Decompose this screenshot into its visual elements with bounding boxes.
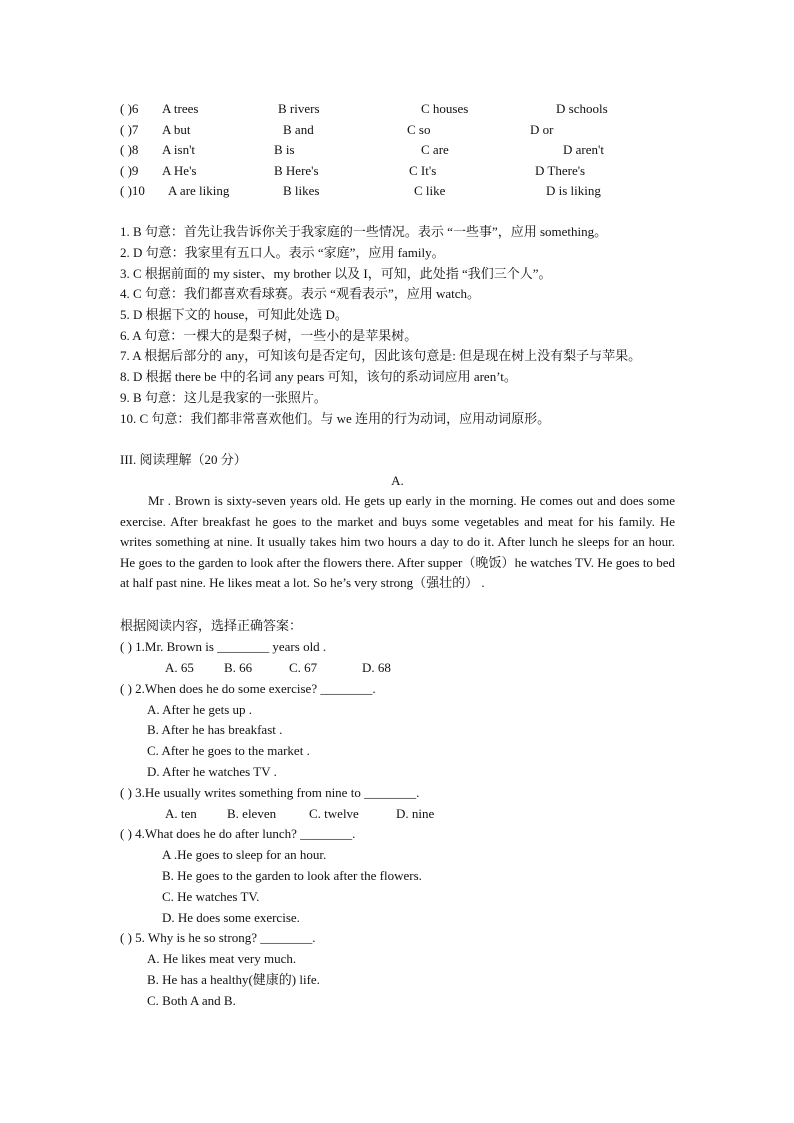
- option-a: A are liking: [168, 183, 230, 198]
- option-a: A isn't: [162, 142, 196, 157]
- answer-line: 1. B 句意：首先让我告诉你关于我家庭的一些情况。表示 “一些事”，应用 something。: [120, 224, 608, 239]
- question-number: ( )6: [120, 101, 139, 116]
- option-c: C so: [407, 122, 431, 137]
- option-a: A trees: [162, 101, 199, 116]
- option-b: B Here's: [274, 163, 319, 178]
- question-stem: ( ) 3.He usually writes something from nine to ________.: [120, 785, 420, 800]
- option-d: D. 68: [362, 660, 391, 675]
- option-d: D aren't: [563, 142, 604, 157]
- option-c: C houses: [421, 101, 469, 116]
- question-stem: ( ) 2.When does he do some exercise? ________.: [120, 681, 376, 696]
- answer-line: 4. C 句意：我们都喜欢看球赛。表示 “观看表示”，应用 watch。: [120, 286, 481, 301]
- question-number: ( )8: [120, 142, 139, 157]
- answer-line: 8. D 根据 there be 中的名词 any pears 可知，该句的系动词应用 aren’t。: [120, 369, 517, 384]
- answer-line: 3. C 根据前面的 my sister、my brother 以及 I，可知，此处指 “我们三个人”。: [120, 266, 552, 281]
- option-d: D is liking: [546, 183, 601, 198]
- answer-line: 5. D 根据下文的 house，可知此处选 D。: [120, 307, 348, 322]
- option-a: A. ten: [165, 806, 197, 821]
- option-c: C like: [414, 183, 446, 198]
- option-b: B and: [283, 122, 314, 137]
- option-d: D There's: [535, 163, 586, 178]
- question-number: ( )10: [120, 183, 145, 198]
- section-title: III. 阅读理解（20 分）: [120, 452, 247, 467]
- question-stem: ( ) 4.What does he do after lunch? ________.: [120, 826, 356, 841]
- option-c: C It's: [409, 163, 437, 178]
- question-number: ( )9: [120, 163, 139, 178]
- passage-label: A.: [391, 473, 404, 488]
- instruction: 根据阅读内容，选择正确答案：: [120, 618, 303, 633]
- option-a: A He's: [162, 163, 197, 178]
- reading-passage: Mr . Brown is sixty-seven years old. He gets up early in the morning. He comes out and does some exercise. After breakfast he goes to the market and buys some vegetables and meat for his family. He writes something at nine. It usually takes him two hours a day to do it. After lunch he sleeps for an hour. He goes to the garden to look after the flowers there. After supper（晚饭）he watches TV. He goes to bed at half past nine. He likes meat a lot. So he’s very strong（强壮的） .: [120, 493, 675, 591]
- option-d: D. He does some exercise.: [162, 910, 300, 925]
- option-d: D or: [530, 122, 554, 137]
- answer-line: 2. D 句意：我家里有五口人。表示 “家庭”，应用 family。: [120, 245, 445, 260]
- question-stem: ( ) 5. Why is he so strong? ________.: [120, 930, 316, 945]
- option-b: B. 66: [224, 660, 253, 675]
- question-number: ( )7: [120, 122, 139, 137]
- option-b: B rivers: [278, 101, 320, 116]
- option-d: D. nine: [396, 806, 435, 821]
- option-a: A. 65: [165, 660, 194, 675]
- answer-line: 9. B 句意：这儿是我家的一张照片。: [120, 390, 327, 405]
- option-b: B likes: [283, 183, 320, 198]
- option-b: B. eleven: [227, 806, 277, 821]
- option-b: B is: [274, 142, 295, 157]
- option-a: A. He likes meat very much.: [147, 951, 297, 966]
- option-d: D. After he watches TV .: [147, 764, 277, 779]
- option-c: C. twelve: [309, 806, 359, 821]
- option-a: A but: [162, 122, 191, 137]
- option-b: B. He goes to the garden to look after the flowers.: [162, 868, 422, 883]
- option-b: B. After he has breakfast .: [147, 722, 283, 737]
- option-d: D schools: [556, 101, 608, 116]
- answer-line: 10. C 句意：我们都非常喜欢他们。与 we 连用的行为动词，应用动词原形。: [120, 411, 551, 426]
- option-a: A. After he gets up .: [147, 702, 253, 717]
- question-stem: ( ) 1.Mr. Brown is ________ years old .: [120, 639, 327, 654]
- option-b: B. He has a healthy(健康的) life.: [147, 972, 320, 987]
- answer-line: 7. A 根据后部分的 any，可知该句是否定句，因此该句意是: 但是现在树上没有梨子与苹果。: [120, 348, 642, 363]
- option-c: C. After he goes to the market .: [147, 743, 310, 758]
- option-a: A .He goes to sleep for an hour.: [162, 847, 327, 862]
- option-c: C are: [421, 142, 449, 157]
- answer-line: 6. A 句意：一棵大的是梨子树，一些小的是苹果树。: [120, 328, 418, 343]
- option-c: C. 67: [289, 660, 318, 675]
- option-c: C. Both A and B.: [147, 993, 236, 1008]
- option-c: C. He watches TV.: [162, 889, 260, 904]
